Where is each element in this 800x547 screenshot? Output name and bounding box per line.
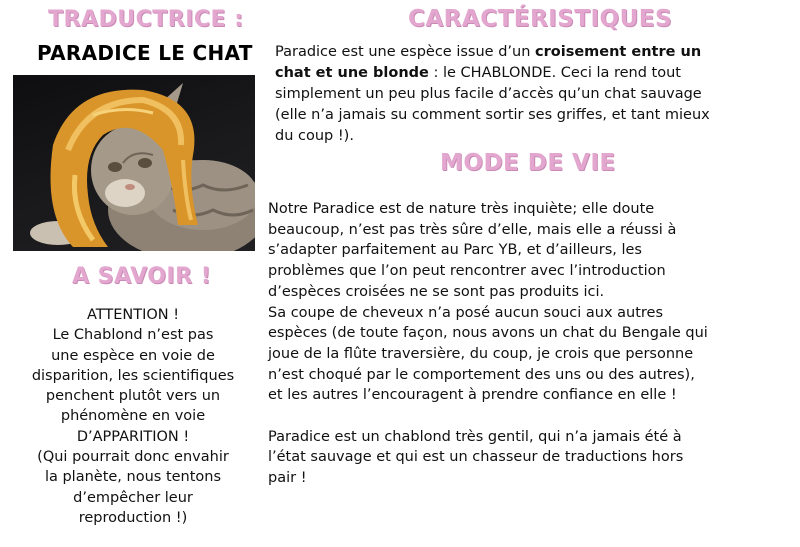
- know-line: ATTENTION !: [86, 307, 180, 323]
- know-line: D’APPARITION !: [76, 428, 190, 445]
- lifestyle-line: beaucoup, n’est pas très sûre d’elle, mais elle a réussi à: [268, 221, 677, 238]
- lifestyle-line: d’espèces croisées ne se sont pas produits ici.: [268, 283, 605, 300]
- characteristics-heading: CARACTÉRISTIQUES: [408, 6, 673, 32]
- lifestyle-text: [268, 199, 793, 489]
- lifestyle-line: n’est choqué par le comportement des uns ou des autres),: [268, 366, 695, 383]
- characteristics-text: [275, 42, 790, 147]
- characteristics-line: du coup !).: [275, 128, 354, 144]
- characteristics-line: simplement un peu plus facile d’accès qu’un chat sauvage: [275, 86, 702, 102]
- lifestyle-heading: MODE DE VIE: [440, 150, 616, 176]
- know-line: phénomène en voie: [60, 408, 206, 425]
- lifestyle-line: l’état sauvage et qui est un chasseur de traductions hors: [268, 449, 684, 466]
- lifestyle-line: joue de la flûte traversière, du coup, je crois que personne: [268, 345, 694, 362]
- lifestyle-line: pair !: [268, 470, 307, 487]
- know-line: la planète, nous tentons: [44, 469, 222, 486]
- know-line: (Qui pourrait donc envahir: [37, 449, 229, 466]
- cat-photo: [13, 75, 255, 251]
- know-text: [4, 305, 262, 528]
- lifestyle-line: s’adapter parfaitement au Parc YB, et d’ailleurs, les: [268, 242, 642, 259]
- characteristics-line: (elle n’a jamais su comment sortir ses griffes, et tant mieux: [275, 107, 710, 123]
- lifestyle-line: problèmes que l’on peut rencontrer avec l’introduction: [268, 263, 666, 280]
- characteristics-line: chat et une blonde : le CHABLONDE. Ceci la rend tout: [275, 65, 681, 81]
- lifestyle-line: Notre Paradice est de nature très inquiète; elle doute: [268, 201, 655, 217]
- know-line: une espèce en voie de: [51, 347, 215, 364]
- cat-with-blonde-wig-icon: [13, 75, 255, 251]
- characteristics-line: Paradice est une espèce issue d’un croisement entre un: [275, 44, 702, 60]
- know-line: Le Chablond n’est pas: [52, 327, 214, 344]
- lifestyle-line: et les autres l’encouragent à prendre confiance en elle !: [268, 387, 677, 404]
- know-heading: A SAVOIR !: [72, 264, 212, 289]
- know-line: reproduction !): [78, 509, 188, 526]
- translator-heading: TRADUCTRICE :: [48, 7, 244, 32]
- lifestyle-line: Sa coupe de cheveux n’a posé aucun souci aux autres: [268, 304, 664, 321]
- lifestyle-line: espèces (de toute façon, nous avons un chat du Bengale qui: [268, 325, 708, 342]
- translator-name: PARADICE LE CHAT: [37, 41, 253, 65]
- lifestyle-line: Paradice est un chablond très gentil, qui n’a jamais été à: [268, 428, 682, 445]
- know-line: disparition, les scientifiques: [31, 367, 235, 384]
- know-line: penchent plutôt vers un: [45, 388, 221, 405]
- paragraph-gap: [268, 406, 793, 427]
- know-line: d’empêcher leur: [73, 489, 193, 506]
